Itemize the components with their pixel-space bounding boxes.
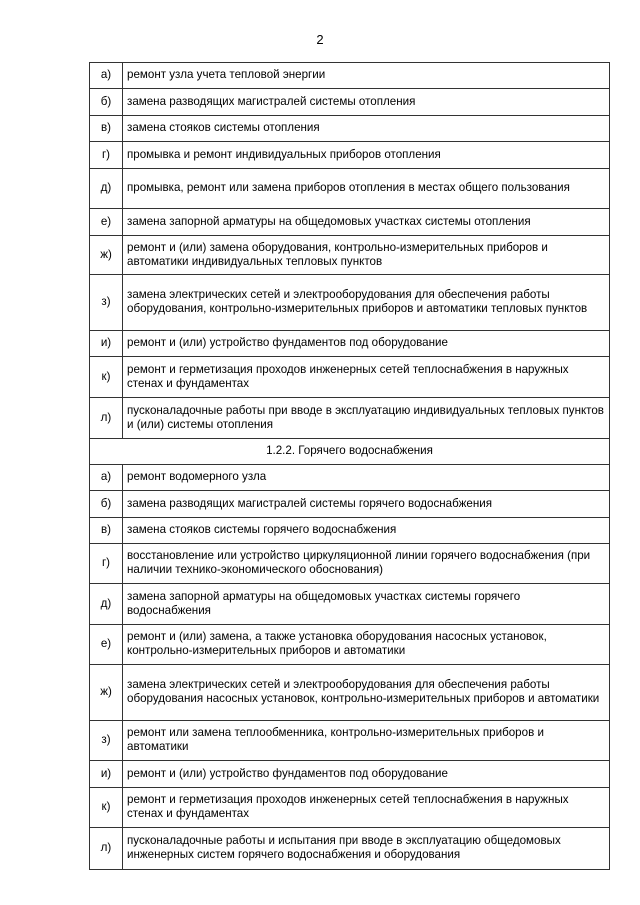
item-letter: з) xyxy=(90,275,123,331)
item-text: ремонт или замена теплообменника, контрольно-измерительных приборов и автоматики xyxy=(123,721,610,761)
table-row xyxy=(90,625,610,665)
item-text: ремонт и герметизация проходов инженерных сетей теплоснабжения в наружных стенах и фундаментах xyxy=(123,788,610,828)
table-row xyxy=(90,761,610,788)
item-letter: б) xyxy=(90,89,123,116)
item-text: промывка, ремонт или замена приборов отопления в местах общего пользования xyxy=(123,169,610,209)
table-row xyxy=(90,544,610,584)
table-row xyxy=(90,357,610,398)
item-text: ремонт водомерного узла xyxy=(123,465,610,491)
item-text: замена разводящих магистралей системы горячего водоснабжения xyxy=(123,491,610,518)
table-row xyxy=(90,491,610,518)
item-text: промывка и ремонт индивидуальных приборов отопления xyxy=(123,142,610,169)
table-row xyxy=(90,236,610,275)
item-letter: л) xyxy=(90,828,123,870)
table-row xyxy=(90,116,610,142)
item-letter: а) xyxy=(90,63,123,89)
item-text: ремонт и (или) замена, а также установка оборудования насосных установок, контрольно-измерительных приборов и автоматики xyxy=(123,625,610,665)
item-letter: г) xyxy=(90,544,123,584)
item-letter: л) xyxy=(90,398,123,439)
item-letter: е) xyxy=(90,625,123,665)
table-row xyxy=(90,89,610,116)
table-row xyxy=(90,331,610,357)
table-row xyxy=(90,63,610,89)
item-letter: в) xyxy=(90,116,123,142)
item-letter: к) xyxy=(90,357,123,398)
item-letter: г) xyxy=(90,142,123,169)
item-letter: з) xyxy=(90,721,123,761)
item-letter: б) xyxy=(90,491,123,518)
table-row xyxy=(90,788,610,828)
item-text: ремонт и (или) устройство фундаментов под оборудование xyxy=(123,331,610,357)
item-letter: и) xyxy=(90,761,123,788)
item-text: пусконаладочные работы и испытания при вводе в эксплуатацию общедомовых инженерных систем горячего водоснабжения и оборудования xyxy=(123,828,610,870)
item-text: ремонт и (или) устройство фундаментов под оборудование xyxy=(123,761,610,788)
item-text: замена запорной арматуры на общедомовых участках системы отопления xyxy=(123,209,610,236)
item-text: ремонт узла учета тепловой энергии xyxy=(123,63,610,89)
table-row xyxy=(90,584,610,625)
item-text: замена разводящих магистралей системы отопления xyxy=(123,89,610,116)
table-row xyxy=(90,518,610,544)
table-row xyxy=(90,721,610,761)
page-number: 2 xyxy=(316,32,324,47)
item-letter: в) xyxy=(90,518,123,544)
table-row xyxy=(90,275,610,331)
item-letter: и) xyxy=(90,331,123,357)
works-table xyxy=(89,62,610,870)
table-row xyxy=(90,169,610,209)
item-text: ремонт и (или) замена оборудования, контрольно-измерительных приборов и автоматики индивидуальных тепловых пунктов xyxy=(123,236,610,275)
item-text: замена запорной арматуры на общедомовых участках системы горячего водоснабжения xyxy=(123,584,610,625)
item-letter: е) xyxy=(90,209,123,236)
item-text: замена электрических сетей и электрооборудования для обеспечения работы оборудования насосных установок, контрольно-измерительных приборов и автоматики xyxy=(123,665,610,721)
item-text: замена электрических сетей и электрооборудования для обеспечения работы оборудования, контрольно-измерительных приборов и автоматики тепловых пунктов xyxy=(123,275,610,331)
item-text: восстановление или устройство циркуляционной линии горячего водоснабжения (при наличии технико-экономического обоснования) xyxy=(123,544,610,584)
table-row xyxy=(90,465,610,491)
item-letter: а) xyxy=(90,465,123,491)
section-header-row xyxy=(90,439,610,465)
table-row xyxy=(90,209,610,236)
item-letter: ж) xyxy=(90,236,123,275)
item-letter: к) xyxy=(90,788,123,828)
item-letter: д) xyxy=(90,584,123,625)
item-letter: ж) xyxy=(90,665,123,721)
table-row xyxy=(90,665,610,721)
table-row xyxy=(90,828,610,870)
item-letter: д) xyxy=(90,169,123,209)
table-row xyxy=(90,142,610,169)
works-table-body xyxy=(90,63,610,870)
item-text: пусконаладочные работы при вводе в эксплуатацию индивидуальных тепловых пунктов и (или) системы отопления xyxy=(123,398,610,439)
item-text: замена стояков системы горячего водоснабжения xyxy=(123,518,610,544)
item-text: ремонт и герметизация проходов инженерных сетей теплоснабжения в наружных стенах и фундаментах xyxy=(123,357,610,398)
section-title: 1.2.2. Горячего водоснабжения xyxy=(90,439,610,465)
item-text: замена стояков системы отопления xyxy=(123,116,610,142)
table-row xyxy=(90,398,610,439)
